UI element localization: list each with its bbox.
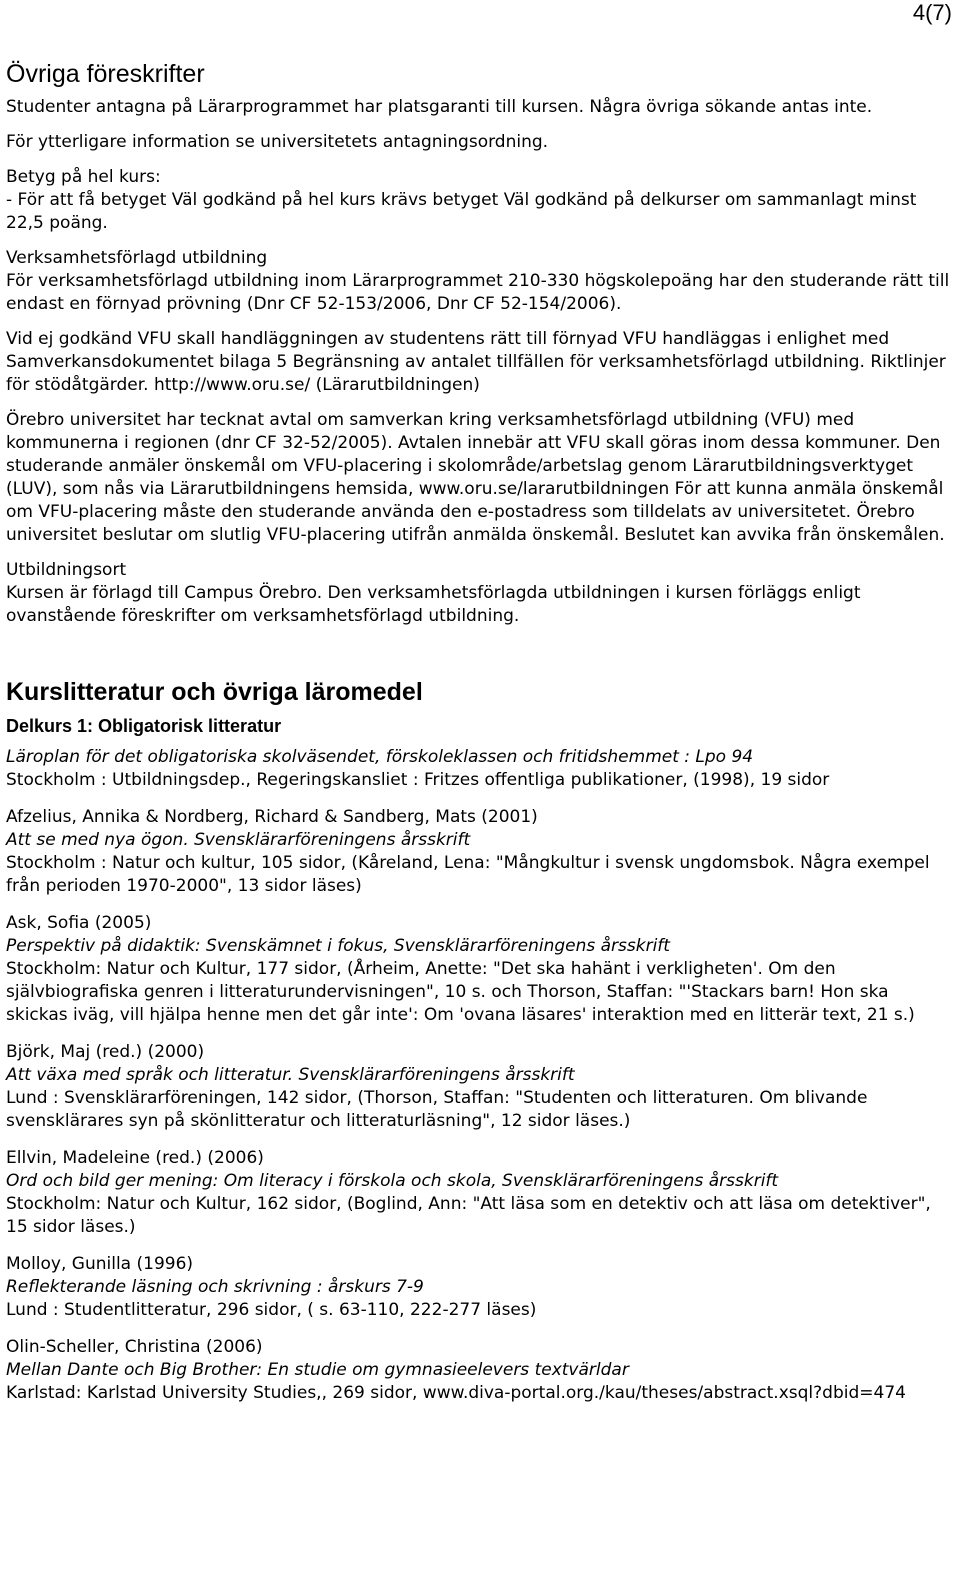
reference-author: Olin-Scheller, Christina (2006) <box>6 1337 263 1357</box>
document-body <box>6 58 950 1419</box>
reference-title: Att växa med språk och litteratur. Svensklärarföreningens årsskrift <box>6 1065 575 1085</box>
reference-details: Stockholm: Natur och Kultur, 177 sidor, (Årheim, Anette: "Det ska hahänt i verkligheten'. Om den självbiografiska genren i litteraturundervisningen", 10 s. och Thorson, Staffan: "'Stackars barn! Hon ska skickas iväg, vill hjälpa henne men det går inte': Om 'ovana läsares' interaktion med en litterär text, 21 s.) <box>6 959 915 1025</box>
reference-item <box>6 1041 950 1133</box>
section-spacer <box>6 640 950 676</box>
reference-author: Ellvin, Madeleine (red.) (2006) <box>6 1148 264 1168</box>
vfu-text: För verksamhetsförlagd utbildning inom Lärarprogrammet 210-330 högskolepoäng har den studerande rätt till endast en förnyad prövning (Dnr CF 52-153/2006, Dnr CF 52-154/2006). <box>6 271 950 314</box>
reference-author: Afzelius, Annika & Nordberg, Richard & Sandberg, Mats (2001) <box>6 807 538 827</box>
reference-title: Mellan Dante och Big Brother: En studie om gymnasieelevers textvärldar <box>6 1360 629 1380</box>
paragraph-utbildningsort <box>6 559 950 628</box>
reference-details: Stockholm: Natur och Kultur, 162 sidor, (Boglind, Ann: "Att läsa som en detektiv och att läsa om detektiver", 15 sidor läses.) <box>6 1194 931 1237</box>
utbildningsort-label: Utbildningsort <box>6 560 127 580</box>
reference-item <box>6 806 950 898</box>
section-heading-kurslitteratur: Kurslitteratur och övriga läromedel <box>6 678 423 706</box>
subheading-delkurs-1: Delkurs 1: Obligatorisk litteratur <box>6 716 282 736</box>
betyg-label: Betyg på hel kurs: <box>6 167 161 187</box>
reference-title: Att se med nya ögon. Svensklärarföreningens årsskrift <box>6 830 471 850</box>
paragraph-samverkan: Örebro universitet har tecknat avtal om samverkan kring verksamhetsförlagd utbildning (VFU) med kommunerna i regionen (dnr CF 32-52/2005). Avtalen innebär att VFU skall göras inom dessa kommuner. Den studerande anmäler önskemål om VFU-placering i skolområde/arbetslag genom Lärarutbildningsverktyget (LUV), som nås via Lärarutbildningens hemsida, www.oru.se/lararutbildningen För att kunna anmäla önskemål om VFU-placering måste den studerande använda den e-postadress som tilldelats av universitetet. Örebro universitet beslutar om slutlig VFU-placering utifrån anmälda önskemål. Beslutet kan avvika från önskemålen. <box>6 410 945 545</box>
reference-author: Ask, Sofia (2005) <box>6 913 152 933</box>
reference-author: Molloy, Gunilla (1996) <box>6 1254 194 1274</box>
reference-title: Läroplan för det obligatoriska skolväsendet, förskoleklassen och fritidshemmet : Lpo 94 <box>6 747 754 767</box>
paragraph-platsgaranti: Studenter antagna på Lärarprogrammet har platsgaranti till kursen. Några övriga sökande antas inte. <box>6 97 873 117</box>
section-heading-ovriga: Övriga föreskrifter <box>6 60 205 88</box>
reference-title: Ord och bild ger mening: Om literacy i förskola och skola, Svensklärarföreningens årsskrift <box>6 1171 779 1191</box>
reference-details: Karlstad: Karlstad University Studies,, 269 sidor, www.diva-portal.org./kau/theses/abstract.xsql?dbid=474 <box>6 1383 906 1403</box>
reference-details: Stockholm : Natur och kultur, 105 sidor, (Kåreland, Lena: "Mångkultur i svensk ungdomsbok. Några exempel från perioden 1970-2000", 13 sidor läses) <box>6 853 930 896</box>
reference-details: Stockholm : Utbildningsdep., Regeringskansliet : Fritzes offentliga publikationer, (1998), 19 sidor <box>6 770 830 790</box>
reference-item <box>6 1147 950 1239</box>
reference-author: Björk, Maj (red.) (2000) <box>6 1042 205 1062</box>
paragraph-vfu <box>6 247 950 316</box>
reference-title: Perspektiv på didaktik: Svenskämnet i fokus, Svensklärarföreningens årsskrift <box>6 936 670 956</box>
betyg-text: - För att få betyget Väl godkänd på hel kurs krävs betyget Väl godkänd på delkurser om sammanlagt minst 22,5 poäng. <box>6 190 917 233</box>
reference-item <box>6 746 950 792</box>
reference-title: Reflekterande läsning och skrivning : årskurs 7-9 <box>6 1277 424 1297</box>
reference-item <box>6 1253 950 1322</box>
paragraph-betyg <box>6 166 950 235</box>
reference-item <box>6 1336 950 1405</box>
reference-item <box>6 912 950 1027</box>
utbildningsort-text: Kursen är förlagd till Campus Örebro. Den verksamhetsförlagda utbildningen i kursen förläggs enligt ovanstående föreskrifter om verksamhetsförlagd utbildning. <box>6 583 861 626</box>
reference-details: Lund : Svensklärarföreningen, 142 sidor, (Thorson, Staffan: "Studenten och litteraturen. Om blivande svensklärares syn på skönlitteratur och litteraturläsning", 12 sidor läses.) <box>6 1088 868 1131</box>
reference-details: Lund : Studentlitteratur, 296 sidor, ( s. 63-110, 222-277 läses) <box>6 1300 537 1320</box>
paragraph-antagningsordning: För ytterligare information se universitetets antagningsordning. <box>6 132 549 152</box>
page-number: 4(7) <box>912 0 952 25</box>
vfu-label: Verksamhetsförlagd utbildning <box>6 248 268 268</box>
paragraph-ej-godkand-vfu: Vid ej godkänd VFU skall handläggningen av studentens rätt till förnyad VFU handläggas i enlighet med Samverkansdokumentet bilaga 5 Begränsning av antalet tillfällen för verksamhetsförlagd utbildning. Riktlinjer för stödåtgärder. http://www.oru.se/ (Lärarutbildningen) <box>6 329 946 395</box>
